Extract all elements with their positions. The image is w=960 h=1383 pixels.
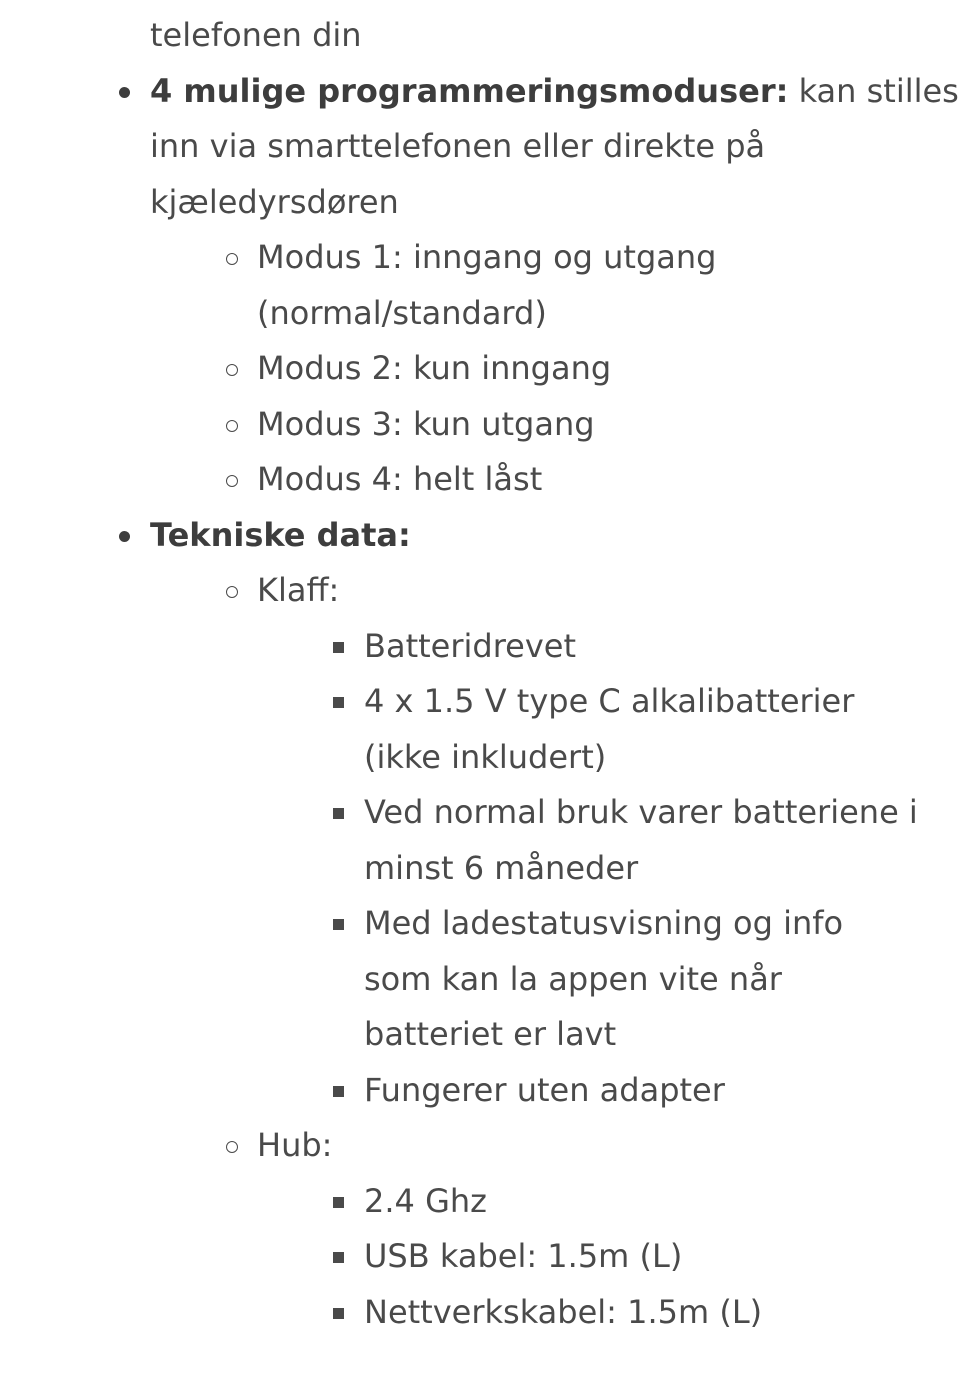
mode-1-line-2: (normal/standard) bbox=[257, 293, 547, 332]
flap-1-line-1: Batteridrevet bbox=[364, 626, 577, 665]
hub-2-line-1: USB kabel: 1.5m (L) bbox=[364, 1237, 683, 1275]
mode-3-line-1: Modus 3: kun utgang bbox=[257, 404, 595, 443]
list-item-flap-1 bbox=[0, 619, 960, 675]
modes-text-3: kjæledyrsdøren bbox=[150, 182, 399, 221]
flap-4-line-1: Med ladestatusvisning og info bbox=[364, 904, 844, 942]
circle-bullet-icon bbox=[226, 475, 238, 487]
square-bullet-icon bbox=[333, 919, 344, 930]
circle-bullet-icon bbox=[226, 1141, 238, 1153]
list-item-hub bbox=[0, 1118, 960, 1174]
flap-4-line-2: som kan la appen vite når bbox=[364, 959, 782, 998]
list-item-mode-2 bbox=[0, 341, 960, 397]
circle-bullet-icon bbox=[226, 586, 238, 598]
list-item-hub-2 bbox=[0, 1229, 960, 1285]
flap-5-line-1: Fungerer uten adapter bbox=[364, 1070, 725, 1109]
hub-1-line-1: 2.4 Ghz bbox=[364, 1181, 487, 1220]
list-item-flap-5 bbox=[0, 1063, 960, 1119]
modes-text-1: kan stilles bbox=[798, 71, 959, 110]
square-bullet-icon bbox=[333, 1197, 344, 1208]
circle-bullet-icon bbox=[226, 420, 238, 432]
list-item-tech bbox=[0, 508, 960, 564]
list-item-mode-4 bbox=[0, 452, 960, 508]
square-bullet-icon bbox=[333, 1086, 344, 1097]
list-item-modes bbox=[0, 64, 960, 231]
list-item-hub-1 bbox=[0, 1174, 960, 1230]
list-item-flap-3 bbox=[0, 785, 960, 896]
disc-bullet-icon bbox=[119, 531, 130, 542]
circle-bullet-icon bbox=[226, 253, 238, 265]
circle-bullet-icon bbox=[226, 364, 238, 376]
list-item-flap-4 bbox=[0, 896, 960, 1063]
intro-continuation bbox=[0, 8, 960, 64]
mode-4-line-1: Modus 4: helt låst bbox=[257, 460, 543, 498]
modes-line-1 bbox=[150, 64, 960, 120]
flap-label: Klaff: bbox=[257, 571, 340, 609]
intro-text: telefonen din bbox=[150, 16, 362, 54]
square-bullet-icon bbox=[333, 697, 344, 708]
disc-bullet-icon bbox=[119, 87, 130, 98]
flap-3-line-1: Ved normal bruk varer batteriene i bbox=[364, 793, 918, 831]
tech-heading: Tekniske data: bbox=[150, 515, 411, 554]
list-item-mode-3 bbox=[0, 397, 960, 453]
square-bullet-icon bbox=[333, 1308, 344, 1319]
list-item-mode-1 bbox=[0, 230, 960, 341]
square-bullet-icon bbox=[333, 642, 344, 653]
mode-1-line-1: Modus 1: inngang og utgang bbox=[257, 238, 717, 276]
mode-2-line-1: Modus 2: kun inngang bbox=[257, 349, 612, 387]
list-item-flap bbox=[0, 563, 960, 619]
list-item-flap-2 bbox=[0, 674, 960, 785]
modes-text-2: inn via smarttelefonen eller direkte på bbox=[150, 127, 766, 165]
hub-3-line-1: Nettverkskabel: 1.5m (L) bbox=[364, 1292, 763, 1331]
list-item-hub-3 bbox=[0, 1285, 960, 1341]
flap-3-line-2: minst 6 måneder bbox=[364, 848, 639, 887]
modes-heading: 4 mulige programmeringsmoduser: bbox=[150, 71, 789, 110]
square-bullet-icon bbox=[333, 808, 344, 819]
product-spec-list bbox=[0, 8, 960, 1340]
flap-4-line-3: batteriet er lavt bbox=[364, 1015, 617, 1053]
square-bullet-icon bbox=[333, 1252, 344, 1263]
flap-2-line-1: 4 x 1.5 V type C alkalibatterier bbox=[364, 682, 855, 720]
flap-2-line-2: (ikke inkludert) bbox=[364, 737, 607, 776]
hub-label: Hub: bbox=[257, 1126, 333, 1164]
